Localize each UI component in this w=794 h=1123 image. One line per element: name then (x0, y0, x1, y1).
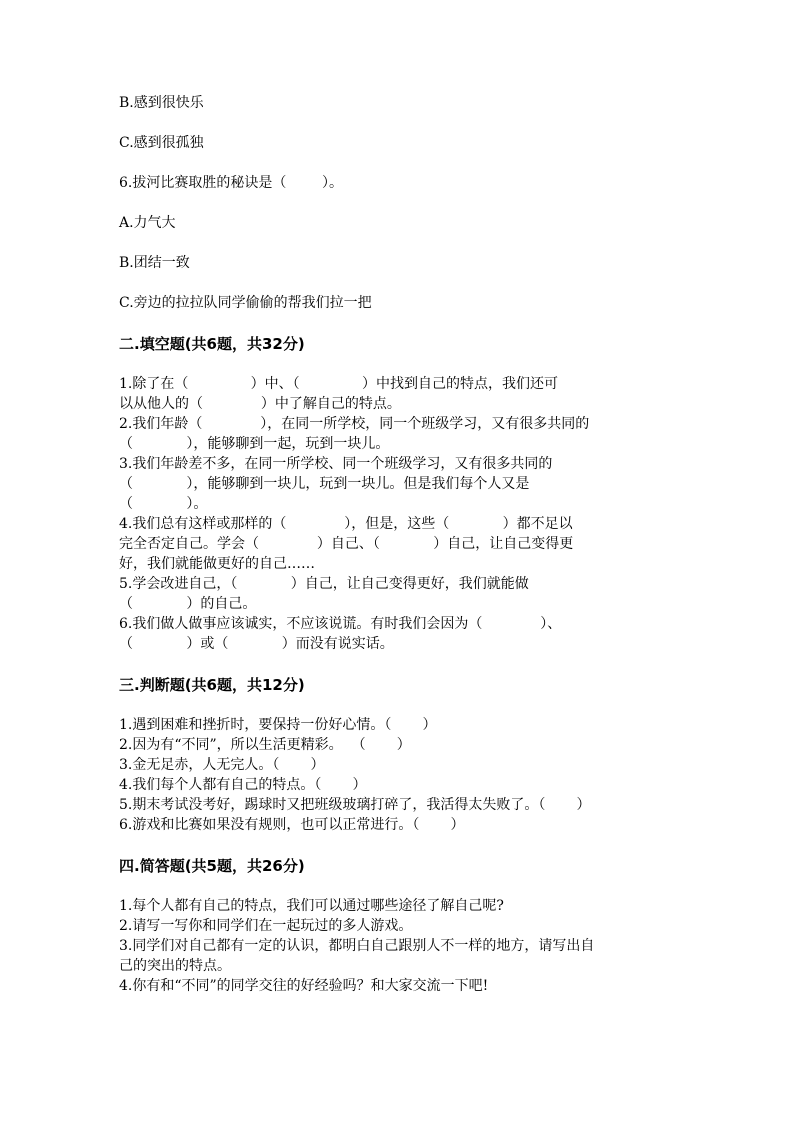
judge-line: 6.游戏和比赛如果没有规则，也可以正常进行。（ ） (119, 817, 465, 833)
question-6-option-c: C.旁边的拉拉队同学偷偷的帮我们拉一把 (119, 295, 372, 311)
short-answer-line: 4.你有和“不同”的同学交往的好经验吗？和大家交流一下吧! (119, 978, 489, 994)
option-b-prev: B.感到很快乐 (119, 95, 204, 111)
option-c-prev: C.感到很孤独 (119, 135, 204, 151)
fill-line: 完全否定自己。学会（ ）自己、（ ）自己，让自己变得更 (119, 536, 574, 552)
fill-line: 6.我们做人做事应该诚实，不应该说谎。有时我们会因为（ ）、 (119, 616, 562, 632)
fill-line: 好，我们就能做更好的自己…… (119, 556, 315, 572)
question-6-option-a: A.力气大 (119, 215, 176, 231)
fill-line: 2.我们年龄（ ），在同一所学校，同一个班级学习，又有很多共同的 (119, 416, 590, 432)
question-6-option-b: B.团结一致 (119, 255, 190, 271)
short-answer-line: 己的突出的特点。 (119, 958, 231, 974)
fill-line: （ ）或（ ）而没有说实话。 (119, 636, 394, 652)
section-2-heading: 二.填空题(共6题，共32分) (119, 335, 305, 353)
judge-line: 4.我们每个人都有自己的特点。（ ） (119, 777, 367, 793)
judge-line: 2.因为有“不同”，所以生活更精彩。 （ ） (119, 737, 411, 753)
short-answer-line: 1.每个人都有自己的特点，我们可以通过哪些途径了解自己呢? (119, 898, 504, 914)
section-4-heading: 四.简答题(共5题，共26分) (119, 857, 305, 875)
judge-line: 1.遇到困难和挫折时，要保持一份好心情。（ ） (119, 717, 437, 733)
fill-line: 1.除了在（ ）中、（ ）中找到自己的特点，我们还可 (119, 376, 558, 392)
judge-line: 3.金无足赤，人无完人。（ ） (119, 757, 325, 773)
fill-line: 以从他人的（ ）中了解自己的特点。 (119, 396, 401, 412)
short-answer-line: 2.请写一写你和同学们在一起玩过的多人游戏。 (119, 918, 413, 934)
document-content (119, 93, 679, 996)
question-6-stem: 6.拔河比赛取胜的秘诀是（ ）。 (119, 175, 343, 191)
fill-line: （ ）的自己。 (119, 596, 257, 612)
short-answer-line: 3.同学们对自己都有一定的认识，都明白自己跟别人不一样的地方，请写出自 (119, 938, 595, 954)
fill-line: 3.我们年龄差不多，在同一所学校、同一个班级学习，又有很多共同的 (119, 456, 553, 472)
fill-line: （ ），能够聊到一块儿，玩到一块儿。但是我们每个人又是 (119, 476, 530, 492)
section-3-heading: 三.判断题(共6题，共12分) (119, 676, 305, 694)
fill-line: 5.学会改进自己，（ ）自己，让自己变得更好，我们就能做 (119, 576, 529, 592)
fill-line: （ ）。 (119, 496, 208, 512)
fill-line: 4.我们总有这样或那样的（ ），但是，这些（ ）都不足以 (119, 516, 573, 532)
fill-line: （ ），能够聊到一起，玩到一块儿。 (119, 436, 390, 452)
judge-line: 5.期末考试没考好，踢球时又把班级玻璃打碎了，我活得太失败了。（ ） (119, 797, 591, 813)
